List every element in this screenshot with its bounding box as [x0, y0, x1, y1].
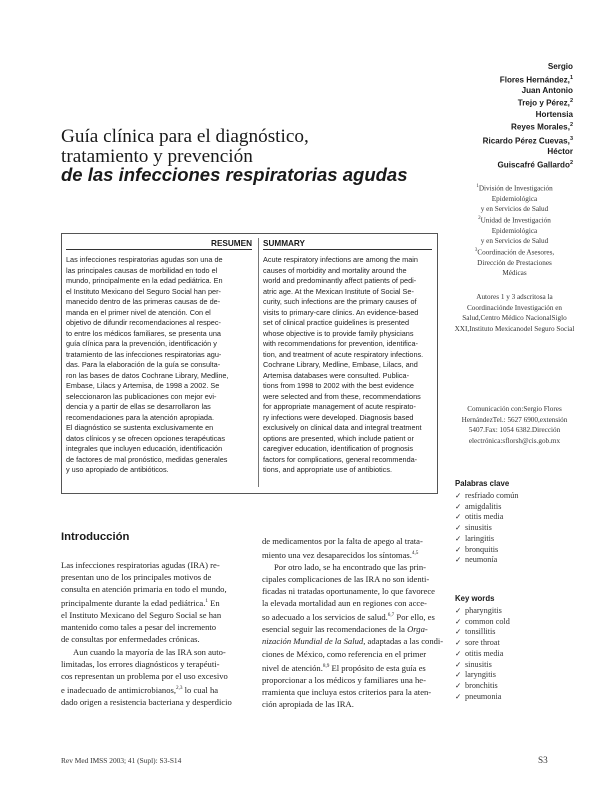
author-assignment-note: [453, 292, 576, 334]
body-text-line: [61, 646, 252, 658]
affiliation-line: [453, 214, 576, 226]
summary-line: tion, and treatment of acute respiratory infections.: [263, 349, 424, 359]
summary-line: factors for complications, general recommenda-: [263, 454, 418, 464]
body-text-line: [262, 674, 443, 686]
summary-line: were selected and from these, recommendations: [263, 391, 421, 401]
text-run: rramienta que incluya estos criterios para la aten-: [262, 686, 432, 697]
assignment-line: Siglo XXI,: [454, 314, 567, 333]
assignment-line: a la Coordinación: [466, 293, 553, 312]
affiliation-text: Unidad de Investigación: [480, 216, 551, 225]
key-words-list: [455, 606, 510, 702]
article-title-line-1: Guía clínica para el diagnóstico,: [61, 126, 309, 147]
keyword-text: pharyngitis: [465, 606, 502, 615]
author-affiliation-mark: 1: [569, 74, 573, 81]
author-name: Trejo y Pérez,: [517, 99, 570, 109]
checkmark-icon: ✓: [455, 648, 462, 658]
author-line: [440, 147, 573, 158]
keyword-item: [455, 649, 510, 660]
assignment-line: de Investigación en Salud,: [462, 303, 562, 323]
text-run: de medicamentos por la falta de apego al trata-: [262, 536, 423, 546]
resumen-line: das. Para la elaboración de la guía se consulta-: [66, 360, 221, 369]
resumen-line: y uso apropiado de antibióticos.: [66, 465, 169, 474]
text-run: lo cual ha: [182, 684, 219, 695]
text-run: presentan uno de los principales motivos de: [61, 572, 212, 583]
text-run: el Instituto Mexicano del Seguro Social se han: [61, 610, 222, 621]
italic-text-run: Orga-: [407, 624, 428, 635]
keyword-item: [455, 660, 510, 671]
summary-line: Acute respiratory infections are among the main: [263, 255, 418, 264]
author-line: [440, 134, 573, 147]
author-line: [440, 73, 573, 86]
affiliation-line: [453, 268, 576, 278]
abstract-column-divider: [258, 238, 259, 487]
checkmark-icon: ✓: [455, 670, 462, 680]
summary-line: visits to primary-care clinics. An evidence-based: [263, 307, 419, 317]
resumen-heading: RESUMEN: [66, 239, 252, 250]
resumen-line: manecido dentro de las primeras causas de de-: [66, 297, 221, 306]
author-line: [440, 86, 573, 97]
resumen-line: manda en el primer nivel de atención. Con el: [66, 307, 211, 317]
body-text-line: [61, 670, 252, 682]
text-run: cos representan un problema por el uso excesivo: [61, 670, 228, 681]
affiliation-line: [453, 258, 576, 268]
keyword-text: neumonía: [465, 555, 498, 565]
affiliation-number: 3: [474, 248, 478, 253]
checkmark-icon: ✓: [455, 691, 462, 701]
checkmark-icon: ✓: [455, 512, 462, 522]
checkmark-icon: ✓: [455, 606, 462, 615]
keyword-item: [455, 692, 510, 703]
text-run: nivel de atención.: [262, 662, 323, 673]
contact-line: Sergio Flores Hernández: [461, 405, 562, 424]
author-affiliation-mark: 3: [569, 135, 573, 142]
affiliation-line: [453, 182, 576, 194]
resumen-line: las principales causas de morbilidad en todo el: [66, 265, 218, 275]
resumen-line: datos clínicos y se ofrecen opciones terapéuticas: [66, 433, 225, 443]
checkmark-icon: ✓: [455, 555, 462, 565]
affiliation-line: [453, 246, 576, 258]
citation-reference: 2,3: [176, 684, 183, 691]
affiliation-text: Epidemiológica: [491, 194, 538, 203]
citation-reference: 4,5: [411, 550, 419, 557]
contact-line: sflorsh@cis.gob.mx: [502, 436, 561, 445]
keyword-text: laryngitis: [465, 670, 496, 680]
body-text-line: [262, 597, 443, 609]
author-line: [440, 158, 573, 171]
body-text-line: [61, 658, 252, 670]
text-run: ciones de México, como referencia en el primer: [262, 648, 427, 659]
resumen-line: seleccionaron las publicaciones con mejor evi-: [66, 391, 217, 401]
affiliation-number: 2: [478, 216, 481, 221]
body-text-line: [61, 583, 252, 595]
keyword-item: [455, 534, 518, 545]
summary-line: world and predominantly affect patients of pedi-: [263, 276, 417, 285]
keyword-text: otitis media: [465, 648, 504, 658]
body-text-line: [61, 696, 252, 708]
text-run: e inadecuado de antimicrobianos,: [61, 684, 177, 695]
palabras-clave-list: [455, 491, 518, 566]
summary-line: curity, such infections are the primary causes of: [263, 297, 417, 306]
affiliations: [453, 182, 576, 278]
body-column-left: [61, 559, 252, 708]
resumen-line: to entre los médicos familiares, se presenta una: [66, 328, 221, 338]
keyword-item: [455, 681, 510, 692]
keyword-text: sore throat: [465, 638, 500, 648]
affiliation-text: Dirección de Prestaciones: [477, 258, 552, 267]
body-text-line: [262, 585, 443, 597]
affiliation-text: Epidemiológica: [491, 226, 538, 235]
affiliation-number: 1: [476, 184, 479, 189]
body-text-line: [61, 682, 252, 696]
summary-heading: SUMMARY: [263, 239, 432, 250]
keyword-item: [455, 523, 518, 534]
body-text-line: [61, 595, 252, 609]
text-run: miento una vez desaparecidos los síntomas.: [262, 549, 412, 560]
body-text-line: [61, 621, 252, 633]
text-run: Por otro lado, se ha encontrado que las prin-: [274, 562, 427, 573]
text-run: En: [207, 598, 220, 609]
author-name: Ricardo Pérez Cuevas,: [482, 136, 570, 146]
body-text-line: [262, 648, 443, 660]
affiliation-line: [453, 204, 576, 214]
text-run: dado origen a resistencia bacteriana y desperdicio: [61, 696, 232, 707]
author-name: Héctor: [547, 146, 573, 156]
keyword-item: [455, 512, 518, 523]
resumen-line: Las infecciones respiratorias agudas son una de: [66, 255, 223, 264]
text-run: consulta en atención primaria en todo el mundo,: [61, 584, 227, 595]
summary-line: caregiver education, identification of prognosis: [263, 444, 414, 453]
keyword-text: common cold: [465, 616, 510, 626]
body-text-line: [262, 686, 443, 698]
summary-line: Cochrane Library, Medline, Embase, Lilacs, and: [263, 360, 418, 369]
author-line: [440, 62, 573, 73]
checkmark-icon: ✓: [455, 680, 462, 690]
author-list: [440, 62, 573, 171]
summary-line: ry infections were developed. Diagnosis based: [263, 412, 414, 422]
affiliation-line: [453, 226, 576, 236]
body-text-line: [262, 635, 443, 647]
body-text-line: [262, 609, 443, 623]
summary-line: atric age. At the Mexican Institute of Social Se-: [263, 286, 414, 296]
resumen-line: tratamiento de las infecciones respiratorias agu-: [66, 349, 222, 359]
author-name: Juan Antonio: [521, 85, 573, 95]
contact-line: Comunicación con:: [467, 405, 524, 413]
keyword-item: [455, 638, 510, 649]
assignment-line: del Seguro Social: [523, 324, 575, 333]
body-text-line: [262, 535, 443, 547]
keyword-text: sinusitis: [465, 659, 492, 669]
summary-line: for appropriate management of acute respirato-: [263, 402, 416, 411]
checkmark-icon: ✓: [455, 491, 462, 500]
checkmark-icon: ✓: [455, 544, 462, 554]
text-run: cipales complicaciones de las IRA no son identi-: [262, 574, 430, 585]
keyword-item: [455, 617, 510, 628]
text-run: El propósito de esta guía es: [329, 662, 426, 673]
author-line: [440, 96, 573, 109]
section-heading-introduccion: Introducción: [61, 531, 130, 543]
correspondence-info: [453, 404, 576, 446]
contact-line: Dirección electrónica:: [468, 426, 561, 445]
contact-line: Fax: 1054 6382.: [484, 426, 532, 434]
summary-line: causes of morbidity and mortality around the: [263, 265, 407, 275]
keyword-text: resfriado común: [465, 491, 519, 500]
text-run: ción apropiada de las IRA.: [262, 698, 354, 709]
affiliation-text: y en Servicios de Salud: [480, 236, 549, 245]
body-text-line: [262, 623, 443, 635]
summary-line: tions, and appropriate use of antibiotics.: [263, 465, 392, 474]
keyword-text: tonsillitis: [465, 627, 496, 637]
body-text-line: [61, 633, 252, 645]
resumen-line: integrales que incluyen educación, identificación: [66, 444, 223, 453]
key-words-heading: Key words: [455, 594, 495, 603]
author-name: Sergio: [547, 62, 573, 71]
summary-text: [263, 255, 435, 476]
citation-reference: 1: [205, 598, 208, 605]
affiliation-line: [453, 236, 576, 246]
author-affiliation-mark: 2: [569, 159, 573, 166]
text-run: Por ello, es: [394, 612, 435, 623]
keyword-text: amigdalitis: [465, 501, 502, 511]
resumen-line: dencia y a partir de ellas se desarrollaron las: [66, 402, 211, 411]
affiliation-text: División de Investigación: [478, 184, 553, 193]
keyword-item: [455, 670, 510, 681]
body-text-line: [262, 573, 443, 585]
affiliation-line: [453, 194, 576, 204]
text-run: Aun cuando la mayoría de las IRA son auto-: [73, 646, 226, 657]
author-name: Flores Hernández,: [499, 75, 570, 85]
summary-line: with recommendations for prevention, identifica-: [263, 339, 418, 348]
resumen-line: guía clínica para la prevención, identificación y: [66, 339, 217, 348]
checkmark-icon: ✓: [455, 659, 462, 669]
text-run: principalmente durante la edad pediátrica.: [61, 598, 206, 609]
assignment-line: Centro Médico Nacional: [480, 314, 552, 323]
resumen-text: [66, 255, 254, 476]
text-run: proporcionar a los médicos y familiares una he-: [262, 674, 426, 685]
resumen-line: El diagnóstico se sustenta exclusivamente en: [66, 423, 214, 432]
author-name: Guiscafré Gallardo: [497, 160, 570, 170]
text-run: ficadas ni tratadas oportunamente, lo que favorece: [262, 586, 435, 597]
checkmark-icon: ✓: [455, 533, 462, 543]
affiliation-text: y en Servicios de Salud: [480, 204, 549, 213]
contact-line: Tel.: 5627 6900,: [492, 415, 540, 424]
resumen-line: de factores de mal pronóstico, medidas generales: [66, 454, 228, 464]
summary-line: set of clinical practice guidelines is presented: [263, 318, 410, 327]
author-line: [440, 120, 573, 133]
text-run: esencial seguir las recomendaciones de la: [262, 624, 408, 635]
assignment-line: Autores 1 y 3 adscritos: [476, 293, 543, 301]
author-line: [440, 110, 573, 121]
body-text-line: [262, 660, 443, 674]
citation-reference: 8,9: [322, 662, 330, 669]
body-column-right: [262, 535, 443, 710]
body-text-line: [61, 559, 252, 571]
keyword-text: pneumonia: [465, 691, 502, 701]
keyword-text: otitis media: [465, 512, 504, 522]
resumen-line: Embase, Lilacs y Artemisa, de 1998 a 2002. Se: [66, 381, 220, 390]
checkmark-icon: ✓: [455, 523, 462, 533]
italic-text-run: nización Mundial de la Salud: [262, 636, 364, 647]
keyword-item: [455, 545, 518, 556]
resumen-line: recomendaciones para la atención apropiada.: [66, 412, 215, 422]
summary-line: Artemisa databases were consulted. Publica-: [263, 370, 410, 380]
palabras-clave-heading: Palabras clave: [455, 479, 510, 488]
body-text-line: [262, 698, 443, 710]
author-name: Reyes Morales,: [511, 123, 570, 133]
keyword-text: sinusitis: [465, 523, 492, 533]
body-text-line: [262, 561, 443, 573]
affiliation-text: Coordinación de Asesores,: [477, 248, 555, 257]
resumen-line: el Instituto Mexicano del Seguro Social han per-: [66, 286, 221, 296]
checkmark-icon: ✓: [455, 627, 462, 637]
keyword-text: laringitis: [465, 533, 495, 543]
assignment-line: Instituto Mexicano: [469, 324, 524, 333]
body-text-line: [61, 609, 252, 621]
summary-line: tions from 1998 to 2002 with the best evidence: [263, 381, 414, 390]
body-text-line: [262, 547, 443, 561]
text-run: de consultas por enfermedades crónicas.: [61, 634, 200, 645]
text-run: la elevada mortalidad aun en regiones con acce-: [262, 598, 427, 609]
resumen-line: objetivo de difundir recomendaciones al respec-: [66, 318, 221, 327]
keyword-item: [455, 491, 518, 502]
keyword-text: bronquitis: [465, 544, 499, 554]
keyword-item: [455, 555, 518, 566]
text-run: so adecuado a los servicios de salud.: [262, 612, 388, 623]
summary-line: whose objective is to provide family physicians: [263, 328, 414, 338]
author-name: Hortensia: [535, 109, 573, 119]
author-affiliation-mark: 2: [569, 98, 573, 105]
affiliation-text: Médicas: [502, 268, 527, 277]
resumen-line: mundo, principalmente en la edad pediátrica. En: [66, 276, 223, 285]
article-title-line-3: de las infecciones respiratorias agudas: [61, 164, 408, 185]
text-run: limitadas, los errores diagnósticos y terapéuti-: [61, 658, 220, 669]
contact-line: extensión 5407.: [468, 415, 568, 434]
resumen-line: ron las bases de datos Cochrane Library, Medline,: [66, 370, 229, 380]
keyword-text: bronchitis: [465, 680, 498, 690]
text-run: , adaptadas a las condi-: [363, 636, 444, 647]
author-affiliation-mark: 2: [569, 122, 573, 129]
keyword-item: [455, 502, 518, 513]
text-run: mantenido como tales a pesar del incremento: [61, 622, 217, 633]
keyword-item: [455, 627, 510, 638]
text-run: Las infecciones respiratorias agudas (IRA) re-: [61, 560, 220, 570]
keyword-item: [455, 606, 510, 617]
checkmark-icon: ✓: [455, 501, 462, 511]
checkmark-icon: ✓: [455, 638, 462, 648]
checkmark-icon: ✓: [455, 616, 462, 626]
journal-citation: Rev Med IMSS 2003; 41 (Supl): S3-S14: [61, 756, 182, 765]
page-number: S3: [538, 755, 548, 765]
summary-line: options are presented, which include patient or: [263, 433, 414, 443]
body-text-line: [61, 571, 252, 583]
article-title-line-2: tratamiento y prevención: [61, 146, 253, 167]
citation-reference: 6,7: [387, 612, 395, 619]
summary-line: exclusively on clinical data and integral treatment: [263, 423, 422, 432]
